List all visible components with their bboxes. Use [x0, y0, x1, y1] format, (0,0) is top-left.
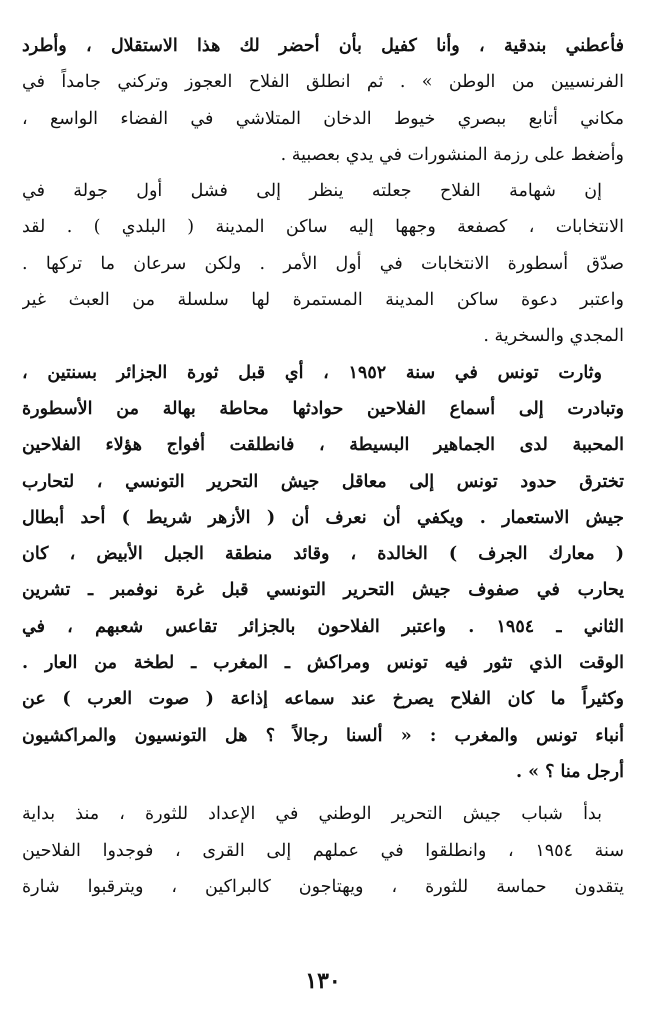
text-line: فأعطني بندقية ، وأنا كفيل بأن أحضر لك هذا الاستقلال ، وأطرد [22, 36, 624, 56]
text-line: أنباء تونس والمغرب : « ألسنا رجالاً ؟ هل التونسيون والمراكشيون [22, 725, 624, 746]
text-line: يتقدون حماسة للثورة ، ويهتاجون كالبراكين ، ويترقبوا شارة [22, 876, 624, 897]
text-line: صدّق أسطورة الانتخابات في أول الأمر . ولكن سرعان ما تركها . [22, 253, 624, 274]
paragraph-3 [22, 355, 624, 791]
text-line: الفرنسيين من الوطن » . ثم انطلق الفلاح العجوز وتركني جامداً في [22, 72, 624, 93]
text-line: الانتخابات ، كصفعة وجهها إليه ساكن المدينة ( البلدي ) . لقد [22, 217, 624, 238]
text-line: وكثيراً ما كان الفلاح يصرخ عند سماعه إذاعة ( صوت العرب ) عن [22, 689, 624, 710]
text-line: تخترق حدود تونس إلى معاقل جيش التحرير التونسي ، لتحارب [22, 471, 624, 492]
body-text [22, 28, 624, 905]
text-line: وتبادرت إلى أسماع الفلاحين حوادثها محاطة بهالة من الأسطورة [22, 398, 624, 419]
text-line: يحارب في صفوف جيش التحرير التونسي قبل غرة نوفمبر ـ تشرين [22, 580, 624, 601]
text-line: سنة ١٩٥٤ ، وانطلقوا في عملهم إلى القرى ، فوجدوا الفلاحين [22, 840, 624, 861]
text-line: أرجل منا ؟ » . [515, 761, 624, 782]
text-line: المحببة لدى الجماهير البسيطة ، فانطلقت أفواج هؤلاء الفلاحين [22, 435, 624, 456]
text-line: المجدي والسخرية . [483, 326, 624, 347]
paragraph-4 [22, 796, 624, 905]
page-number: ١٣٠ [305, 968, 341, 994]
text-line: الوقت الذي تثور فيه تونس ومراكش ـ المغرب ـ لطخة من العار . [22, 653, 624, 674]
text-line: مكاني أتابع ببصري خيوط الدخان المتلاشي في الفضاء الواسع ، [22, 108, 624, 129]
paragraph-1 [22, 28, 624, 173]
text-line: وأضغط على رزمة المنشورات في يدي بعصبية . [280, 144, 624, 165]
text-line: إن شهامة الفلاح جعلته ينظر إلى فشل أول جولة في [22, 181, 602, 202]
text-line: ( معارك الجرف ) الخالدة ، وقائد منطقة الجبل الأبيض ، كان [22, 544, 624, 565]
text-line: واعتبر دعوة ساكن المدينة المستمرة لها سلسلة من العبث غير [22, 290, 624, 311]
text-line: وثارت تونس في سنة ١٩٥٢ ، أي قبل ثورة الجزائر بسنتين ، [22, 362, 602, 383]
paragraph-2 [22, 173, 624, 354]
text-line: جيش الاستعمار . ويكفي أن نعرف أن ( الأزهر شريط ) أحد أبطال [22, 507, 624, 528]
text-line: بدأ شباب جيش التحرير الوطني في الإعداد للثورة ، منذ بداية [22, 804, 602, 825]
text-line: الثاني ـ ١٩٥٤ . واعتبر الفلاحون بالجزائر تقاعس شعبهم ، في [22, 616, 624, 637]
